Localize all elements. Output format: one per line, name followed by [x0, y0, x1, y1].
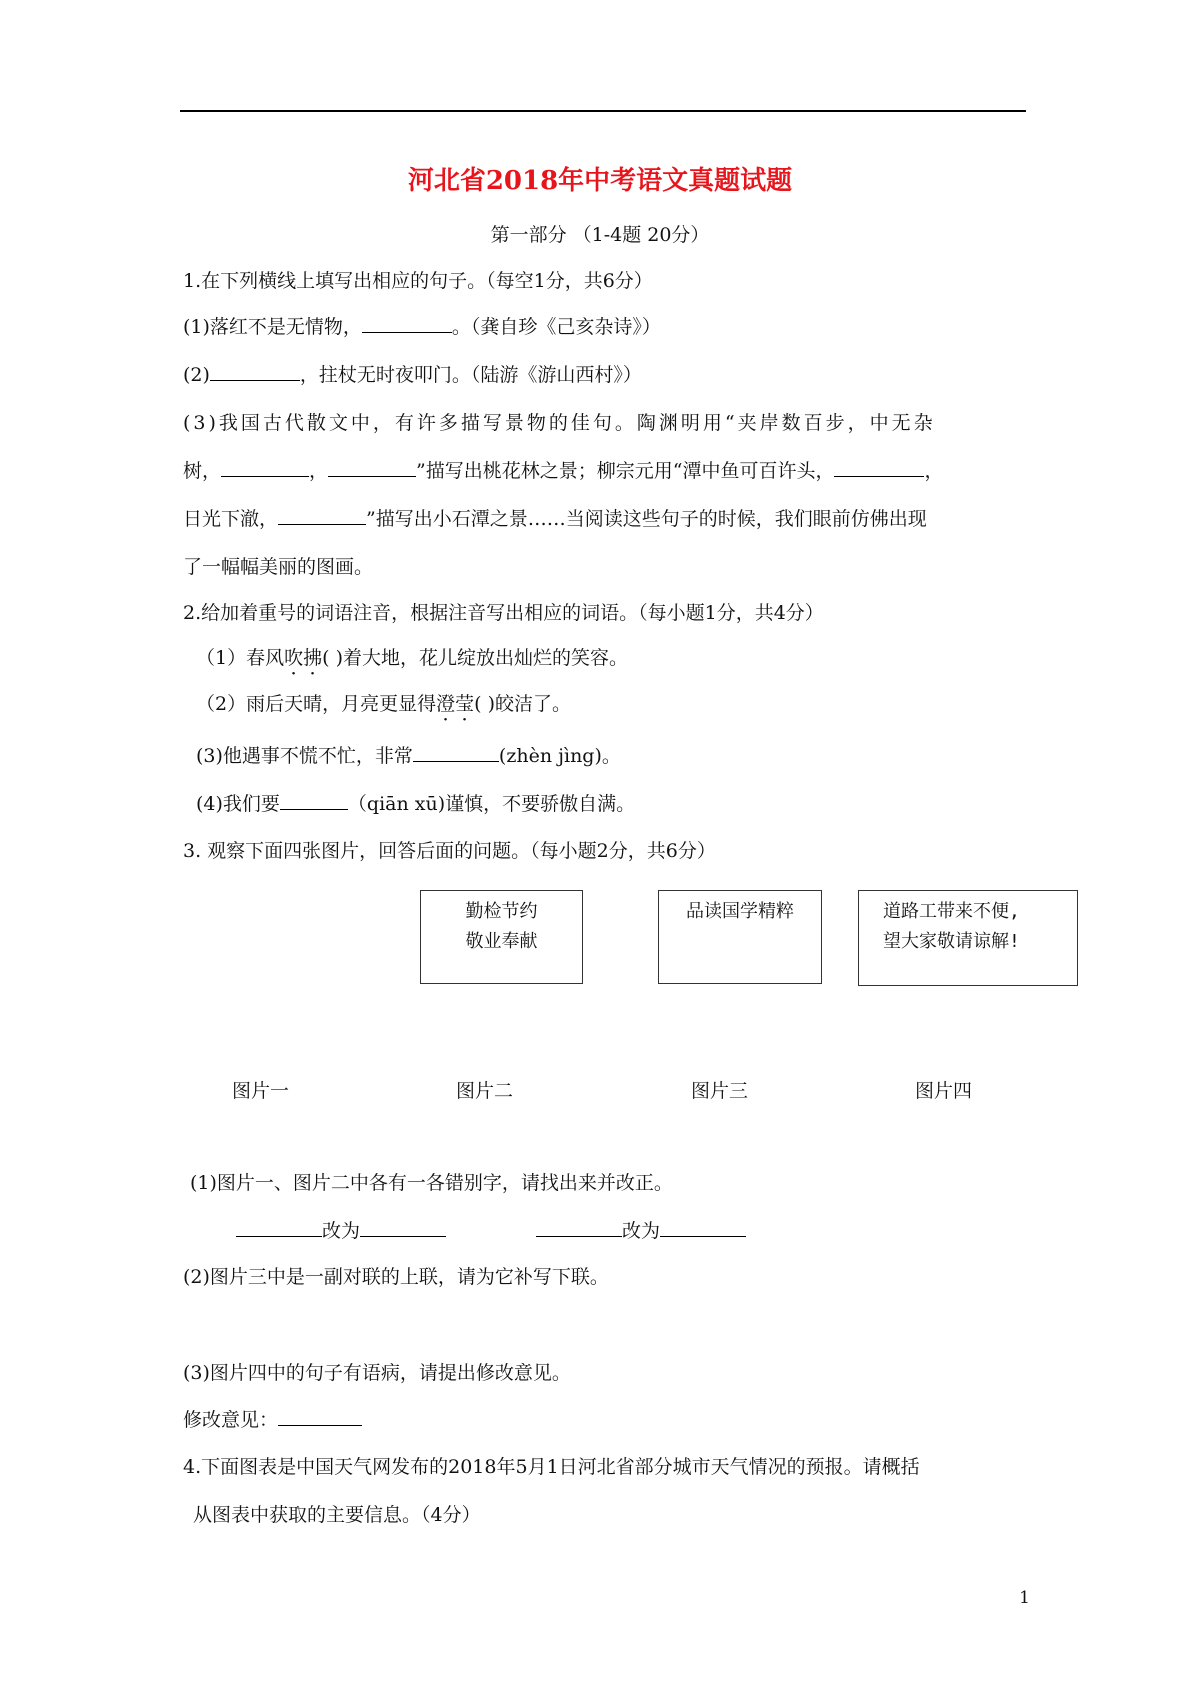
q3-sub3: (3)图片四中的句子有语病，请提出修改意见。	[183, 1362, 571, 1384]
text: ( )着大地，花儿绽放出灿烂的笑容。	[322, 647, 628, 669]
picture-two-line1: 品读国学精粹	[686, 901, 794, 922]
q1-item2-text-b: ，拄杖无时夜叩门。（陆游《游山西村》）	[299, 364, 642, 386]
q1-stem: 1.在下列横线上填写出相应的句子。（每空1分，共6分）	[183, 270, 653, 292]
text: ”描写出桃花林之景；柳宗元用“潭中鱼可百许头，	[416, 460, 835, 482]
q1-item3-line4: 了一幅幅美丽的图画。	[183, 556, 374, 578]
text: 日光下澈，	[183, 508, 279, 530]
document-title: 河北省2018年中考语文真题试题	[407, 166, 793, 196]
text: (4)我们要	[196, 793, 280, 815]
answer-blank[interactable]	[210, 362, 300, 381]
text: 树，	[183, 460, 222, 482]
text: (3)他遇事不慌不忙，非常	[196, 745, 413, 767]
text: 改为	[322, 1220, 361, 1242]
text: ，	[309, 460, 329, 482]
answer-blank[interactable]	[834, 458, 924, 477]
q3-sub1-answer-right	[536, 1218, 746, 1244]
picture-three-line2: 望大家敬请谅解!	[883, 931, 1020, 952]
text: 改为	[622, 1220, 661, 1242]
header-rule	[180, 110, 1026, 112]
q1-item1-text-b: 。（龚自珍《己亥杂诗》）	[451, 316, 661, 338]
answer-blank[interactable]	[280, 791, 348, 810]
q3-sub1-answer-left	[236, 1218, 446, 1244]
section-heading: 第一部分 （1-4题 20分）	[490, 224, 710, 246]
picture-three-box	[858, 890, 1078, 986]
q1-item2	[183, 362, 642, 388]
q1-item3-line3	[183, 506, 927, 532]
text: （qiān xū)谨慎，不要骄傲自满。	[347, 793, 636, 815]
caption-picture-four: 图片四	[915, 1080, 973, 1102]
q3-stem: 3. 观察下面四张图片，回答后面的问题。（每小题2分，共6分）	[183, 840, 716, 862]
picture-two-box	[658, 890, 822, 984]
answer-blank[interactable]	[278, 506, 366, 525]
text: ( )皎洁了。	[474, 693, 571, 715]
emphasized-char: 莹	[455, 693, 475, 715]
q3-sub2: (2)图片三中是一副对联的上联，请为它补写下联。	[183, 1266, 609, 1288]
q1-item1-text-a: (1)落红不是无情物，	[183, 316, 362, 338]
picture-three-line1: 道路工带来不便,	[883, 901, 1020, 922]
q4-stem-line1: 4.下面图表是中国天气网发布的2018年5月1日河北省部分城市天气情况的预报。请概括	[183, 1456, 920, 1478]
answer-blank[interactable]	[413, 743, 499, 762]
caption-picture-three: 图片三	[691, 1080, 749, 1102]
text: （2）雨后天晴，月亮更显得	[196, 693, 437, 715]
text: (zhèn jìng)。	[498, 745, 621, 767]
answer-blank[interactable]	[236, 1218, 322, 1237]
q1-item3-line2	[183, 458, 943, 484]
q2-item2	[196, 691, 571, 717]
caption-picture-two: 图片二	[456, 1080, 514, 1102]
q2-item1	[196, 645, 628, 671]
picture-one-line2: 敬业奉献	[465, 931, 538, 952]
q2-stem: 2.给加着重号的词语注音，根据注音写出相应的词语。（每小题1分，共4分）	[183, 602, 824, 624]
q2-item4	[196, 791, 635, 817]
answer-blank[interactable]	[362, 314, 452, 333]
answer-blank[interactable]	[278, 1407, 362, 1426]
q3-sub1: (1)图片一、图片二中各有一各错别字，请找出来并改正。	[190, 1172, 673, 1194]
q1-item3-line1: (3)我国古代散文中，有许多描写景物的佳句。陶渊明用“夹岸数百步，中无杂	[183, 412, 936, 434]
q3-suggestion	[183, 1407, 362, 1433]
answer-blank[interactable]	[328, 458, 416, 477]
emphasized-char: 拂	[303, 647, 323, 669]
q1-item1	[183, 314, 661, 340]
page-number: 1	[1019, 1588, 1030, 1608]
text: （1）春风	[196, 647, 285, 669]
picture-one-line1: 勤检节约	[465, 901, 538, 922]
q1-item2-text-a: (2)	[183, 364, 210, 386]
q4-stem-line2: 从图表中获取的主要信息。（4分）	[193, 1504, 481, 1526]
emphasized-char: 吹	[284, 647, 304, 669]
text: ，	[924, 460, 944, 482]
answer-blank[interactable]	[360, 1218, 446, 1237]
answer-blank[interactable]	[660, 1218, 746, 1237]
picture-one-box	[420, 890, 583, 984]
text: ”描写出小石潭之景……当阅读这些句子的时候，我们眼前仿佛出现	[366, 508, 927, 530]
q2-item3	[196, 743, 621, 769]
text: 修改意见：	[183, 1409, 279, 1431]
emphasized-char: 澄	[436, 693, 456, 715]
answer-blank[interactable]	[221, 458, 309, 477]
answer-blank[interactable]	[536, 1218, 622, 1237]
caption-picture-one: 图片一	[232, 1080, 290, 1102]
